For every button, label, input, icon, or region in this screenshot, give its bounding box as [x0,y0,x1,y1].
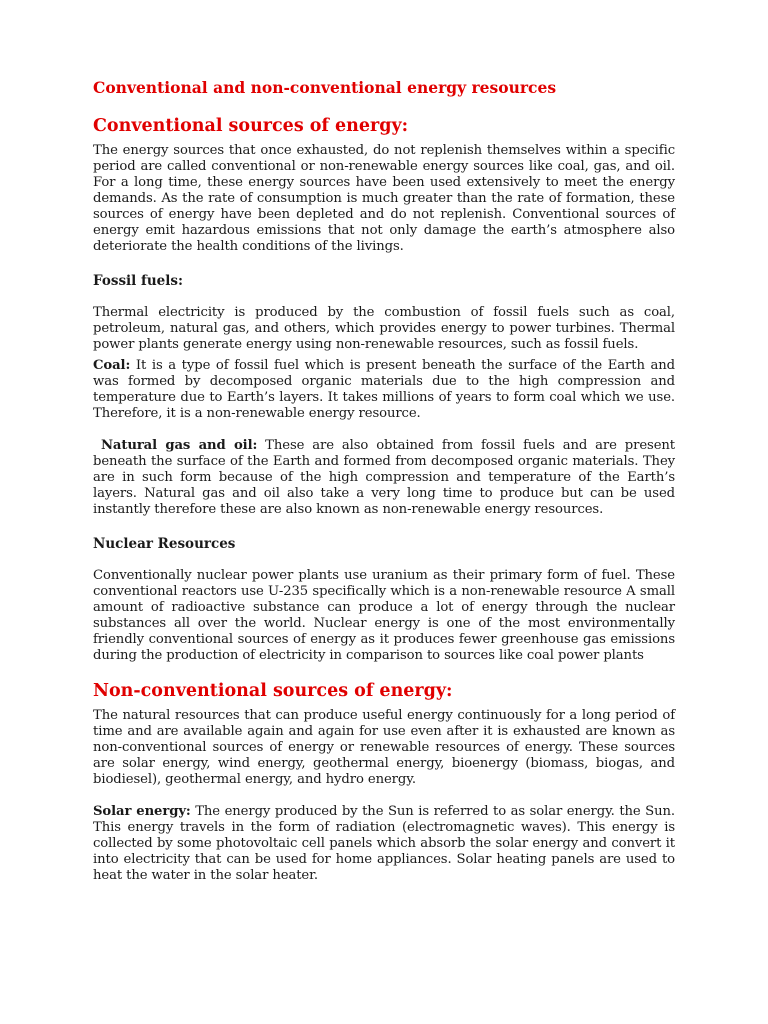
conventional-heading: Conventional sources of energy: [93,116,409,136]
nuclear-heading: Nuclear Resources [93,536,236,552]
solar-text: The energy produced by the Sun is referred to as solar energy. the Sun. This energy travels in the form of radiation (electromagnetic waves). This energy is collected by some photovoltaic cell panels which absorb the solar energy and convert it into electricity that can be used for home appliances. Solar heating panels are used to heat the water in the solar heater. [93,804,675,883]
solar-label: Solar energy: [93,804,191,819]
natural-gas-paragraph [93,438,675,518]
solar-paragraph [93,804,675,884]
natural-gas-label: Natural gas and oil: [100,438,258,453]
fossil-fuels-paragraph: Thermal electricity is produced by the combustion of fossil fuels such as coal, petroleum, natural gas, and others, which provides energy to power turbines. Thermal power plants generate energy using non-renewable resources, such as fossil fuels. [93,305,675,352]
coal-label: Coal: [93,358,131,373]
non-conventional-intro: The natural resources that can produce useful energy continuously for a long period of time and are available again and again for use even after it is exhausted are known as non-conventional sources of energy or renewable resources of energy. These sources are solar energy, wind energy, geothermal energy, bioenergy (biomass, biogas, and biodiesel), geothermal energy, and hydro energy. [93,708,675,787]
document-title: Conventional and non-conventional energy resources [93,78,557,97]
conventional-intro: The energy sources that once exhausted, do not replenish themselves within a specific period are called conventional or non-renewable energy sources like coal, gas, and oil. For a long time, these energy sources have been used extensively to meet the energy demands. As the rate of consumption is much greater than the rate of formation, these sources of energy have been depleted and do not replenish. Conventional sources of energy emit hazardous emissions that not only damage the earth’s atmosphere also deteriorate the health conditions of the livings. [93,143,675,254]
natural-gas-text: These are also obtained from fossil fuels and are present beneath the surface of the Earth and formed from decomposed organic materials. They are in such form because of the high compression and temperature of the Earth’s layers. Natural gas and oil also take a very long time to produce but can be used instantly therefore these are also known as non-renewable energy resources. [93,438,675,517]
document-page [93,78,675,884]
fossil-fuels-heading: Fossil fuels: [93,273,183,289]
nuclear-paragraph: Conventionally nuclear power plants use uranium as their primary form of fuel. These conventional reactors use U-235 specifically which is a non-renewable resource A small amount of radioactive substance can produce a lot of energy through the nuclear substances all over the world. Nuclear energy is one of the most environmentally friendly conventional sources of energy as it produces fewer greenhouse gas emissions during the production of electricity in comparison to sources like coal power plants [93,568,675,663]
coal-paragraph [93,358,675,422]
coal-text: It is a type of fossil fuel which is present beneath the surface of the Earth and was formed by decomposed organic materials due to the high compression and temperature due to Earth’s layers. It takes millions of years to form coal which we use. Therefore, it is a non-renewable energy resource. [93,358,675,421]
non-conventional-heading: Non-conventional sources of energy: [93,681,453,701]
